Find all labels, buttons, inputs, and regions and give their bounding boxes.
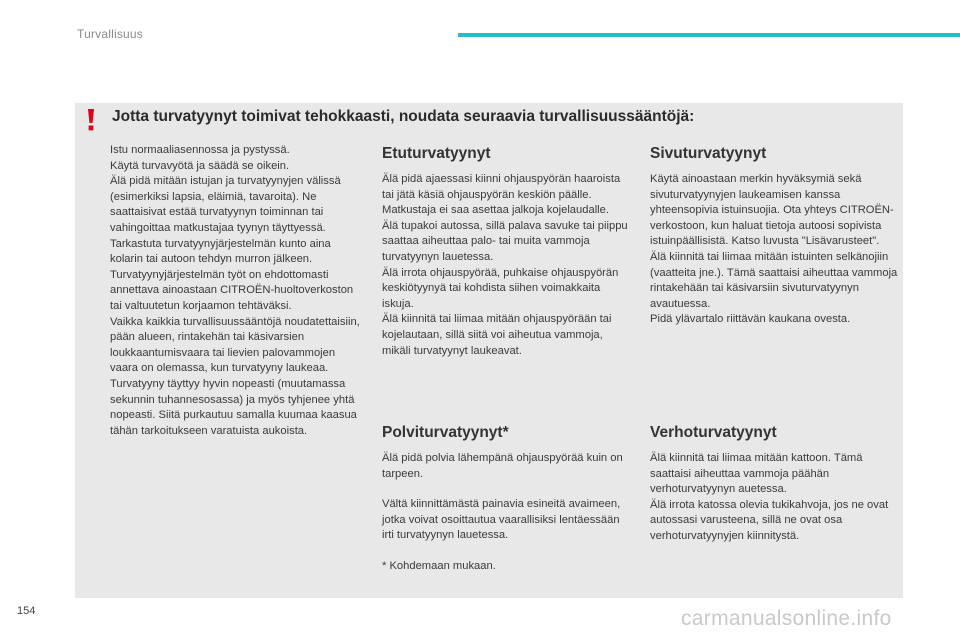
- side-airbags-title: Sivuturvatyynyt: [650, 145, 767, 162]
- front-airbags-text: Matkustaja ei saa asettaa jalkoja kojelaudalle.: [382, 204, 609, 217]
- rule-text: Älä pidä mitään istujan ja turvatyynyjen välissä (esimerkiksi lapsia, eläimiä, tavaroita). Ne saattaisivat estää turvatyynyn toiminnan tai vahingoittaa matkustajaa tyynyn täyttyessä.: [110, 175, 341, 234]
- curtain-airbags-text: Älä irrota katossa olevia tukikahvoja, jos ne ovat autossasi varusteena, sillä ne ovat osa verhoturvatyynyjen kiinnitystä.: [650, 498, 889, 542]
- curtain-airbags-title: Verhoturvatyynyt: [650, 424, 777, 441]
- rule-text: Vaikka kaikkia turvallisuussääntöjä noudatettaisiin, pään alueen, rintakehän tai käsivarsien loukkaantumisvaara tai lievien palovammojen vaara on olemassa, kun turvatyyny laukeaa. Turvatyyny täyttyy hyvin nopeasti (muutamassa sekunnin tuhannesosassa) ja myös tyhjenee yhtä nopeasti. Siitä purkautuu samalla kuumaa kaasua tähän tarkoitukseen varatuista aukoista.: [110, 315, 360, 437]
- knee-airbags-section: [382, 423, 632, 575]
- watermark: carmanualsonline.info: [681, 607, 892, 630]
- front-airbags-text: Älä pidä ajaessasi kiinni ohjauspyörän haaroista tai jätä käsiä ohjauspyörän keskiön päälle.: [382, 173, 621, 201]
- rule-text: Turvatyynyjärjestelmän työt on ehdottomasti annettava ainoastaan CITROËN-huoltoverkoston tai valtuutetun korjaamon tehtäväksi.: [110, 268, 354, 312]
- front-airbags-section: [382, 144, 632, 359]
- front-airbags-text: Älä kiinnitä tai liimaa mitään ohjauspyörään tai kojelautaan, sillä siitä voi aiheutua vammoja, mikäli turvatyynyt laukeavat.: [382, 313, 612, 357]
- rule-text: Käytä turvavyötä ja säädä se oikein.: [110, 159, 290, 172]
- knee-airbags-text: Älä pidä polvia lähempänä ohjauspyörää kuin on tarpeen.: [382, 452, 623, 480]
- side-airbags-text: Älä kiinnitä tai liimaa mitään istuinten selkänojiin (vaatteita jne.). Tämä saattaisi aiheuttaa vammoja rintakehään tai käsivarsiin sivuturvatyynyn avautuessa.: [650, 250, 898, 310]
- curtain-airbags-text: Älä kiinnitä tai liimaa mitään kattoon. Tämä saattaisi aiheuttaa vammoja päähän verhoturvatyynyn auetessa.: [650, 452, 863, 496]
- rule-text: Istu normaaliasennossa ja pystyssä.: [110, 144, 290, 156]
- general-rules-column: [110, 143, 365, 439]
- side-airbags-section: [650, 144, 900, 328]
- rule-text: Tarkastuta turvatyynyjärjestelmän kunto aina kolarin tai autoon tehdyn murron jälkeen.: [110, 237, 331, 266]
- page-number: 154: [17, 605, 36, 617]
- front-airbags-text: Älä tupakoi autossa, sillä palava savuke tai piippu saattaa aiheuttaa palo- tai muita vammoja turvatyynyn lauetessa.: [382, 219, 628, 263]
- exclamation-icon: [84, 108, 98, 132]
- knee-airbags-text: Vältä kiinnittämästä painavia esineitä avaimeen, jotka voivat osoittautua vaarallisiksi lentäessään irti turvatyynyn lauetessa.: [382, 498, 621, 542]
- footnote: * Kohdemaan mukaan.: [382, 559, 496, 572]
- front-airbags-title: Etuturvatyynyt: [382, 145, 491, 162]
- header-accent-bar: [458, 33, 960, 37]
- curtain-airbags-section: [650, 423, 900, 545]
- section-title: Turvallisuus: [77, 27, 143, 41]
- side-airbags-text: Käytä ainoastaan merkin hyväksymiä sekä sivuturvatyynyjen laukeamisen kanssa yhteensopivia istuinsuojia. Ota yhteys CITROËN-verkostoon, kun haluat tietoja autoosi sopivista istuinpäällisistä. Katso luvusta "Lisävarusteet".: [650, 173, 894, 248]
- side-airbags-text: Pidä ylävartalo riittävän kaukana ovesta.: [650, 313, 851, 326]
- front-airbags-text: Älä irrota ohjauspyörää, puhkaise ohjauspyörän keskiötyynyä tai kohdista siihen voimakkaita iskuja.: [382, 266, 619, 310]
- panel-heading: Jotta turvatyynyt toimivat tehokkaasti, noudata seuraavia turvallisuussääntöjä:: [112, 108, 695, 125]
- knee-airbags-title: Polviturvatyynyt*: [382, 424, 509, 441]
